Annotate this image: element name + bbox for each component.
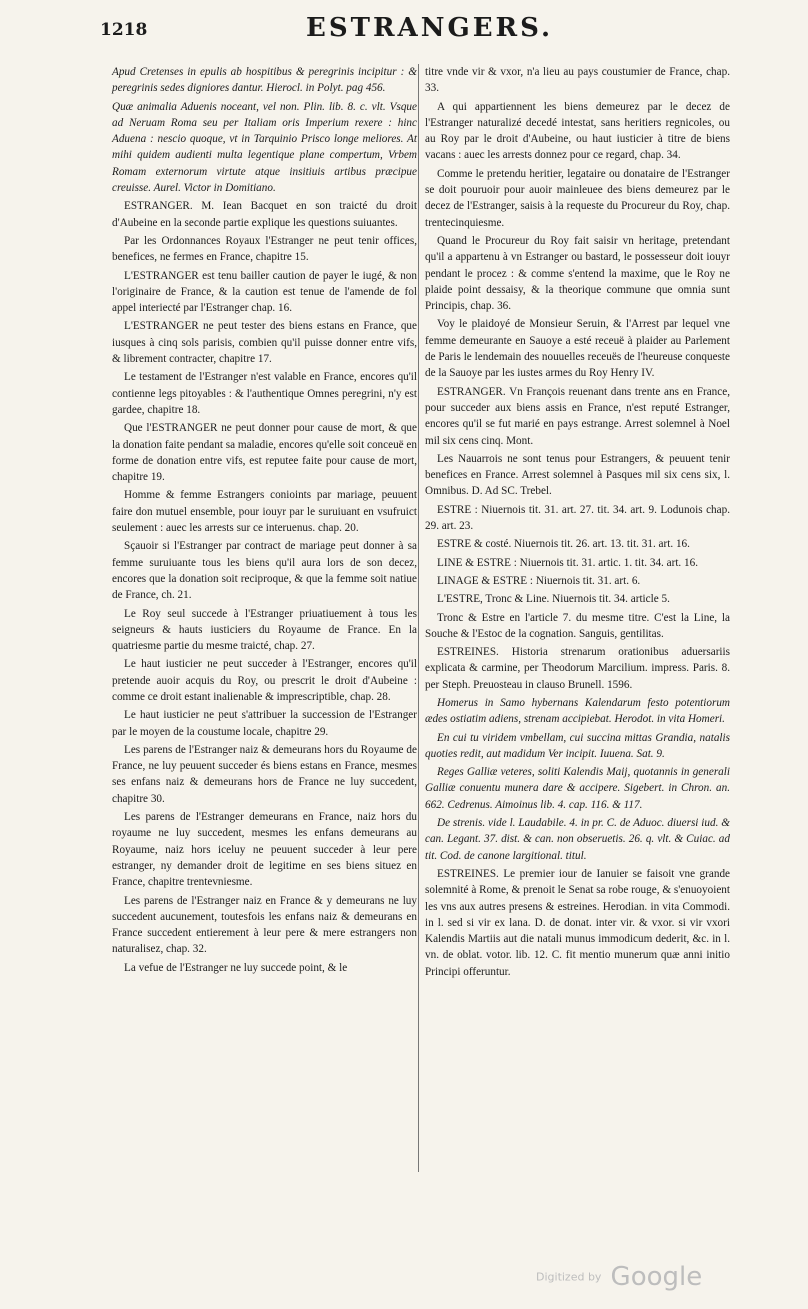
paragraph: Le testament de l'Estranger n'est valable en France, encores qu'il contienne legs pitoyables : & l'authentique Omnes peregrini, n'y est gardee, chapitre 18. xyxy=(112,371,417,416)
paragraph: ESTRE : Niuernois tit. 31. art. 27. tit. 34. art. 9. Lodunois chap. 29. art. 23. xyxy=(425,503,730,533)
paragraph: Le haut iusticier ne peut s'attribuer la succession de l'Estranger par le moyen de la coustume locale, chapitre 29. xyxy=(112,709,417,738)
paragraph: Les Nauarrois ne sont tenus pour Estrangers, & peuuent tenir benefices en France. Arrest solemnel à Pasques mil six cens six, l. Omnibus. D. Ad SC. Trebel. xyxy=(425,452,730,498)
page-header xyxy=(92,8,722,48)
running-head: ESTRANGERS. xyxy=(306,13,554,43)
left-column xyxy=(112,64,417,978)
paragraph: Sçauoir si l'Estranger par contract de mariage peut donner à sa femme suruiuante tous les biens qu'il aura lors de son decez, encores que la donation soit reciproque, & que la femme soit natiue de France, ch. 21. xyxy=(112,540,417,602)
paragraph: ESTREINES. Le premier iour de Ianuier se faisoit vne grande solemnité à Rome, & prenoit le Senat sa robe rouge, & s'enuoyoient les vns aux autres presens & estreines. Herodian. in vita Commodi. in l. sed si vir ex lana. D. de donat. inter vir. & vxor. si vir vxori Kalendis Martiis aut die natali munus immodicum dederit, &c. in l. vn. de oblat. votor. lib. 12. C. fit mentio munerum quæ anni initio Principi offeruntur. xyxy=(425,867,730,978)
paragraph: LINE & ESTRE : Niuernois tit. 31. artic. 1. tit. 34. art. 16. xyxy=(437,556,699,569)
paragraph: Homerus in Samo hybernans Kalendarum festo potentiorum ædes ostiatim adiens, strenam accipiebat. Herodot. in vita Homeri. xyxy=(425,696,730,726)
paragraph: L'ESTRE, Tronc & Line. Niuernois tit. 34. article 5. xyxy=(437,593,670,606)
paragraph: Homme & femme Estrangers conioints par mariage, peuuent faire don mutuel ensemble, pour iouyr par le suruiuant en vsufruict seulement : auec les arrests sur ce interuenus. chap. 20. xyxy=(112,489,417,535)
paragraph: Voy le plaidoyé de Monsieur Seruin, & l'Arrest par lequel vne femme demeurante en Sauoye a esté receuë à plaider au Parlement de Paris le lendemain des nouuelles receuës de l'heureuse conqueste de la Sauoye par les iustes armes du Roy Henry IV. xyxy=(425,318,730,380)
paragraph: De strenis. vide l. Laudabile. 4. in pr. C. de Aduoc. diuersi iud. & can. Legant. 37. dist. & can. non obseruetis. 26. q. vlt. & Cuiac. ad tit. Cod. de canone largitional. titul. xyxy=(425,817,730,862)
paragraph: LINAGE & ESTRE : Niuernois tit. 31. art. 6. xyxy=(437,574,641,587)
right-column xyxy=(425,64,730,982)
paragraph: L'ESTRANGER est tenu bailler caution de payer le iugé, & non l'originaire de France, & la caution est tenue de l'amende de fol appel interiecté par l'Estranger chap. 16. xyxy=(112,269,417,315)
paragraph: Quand le Procureur du Roy fait saisir vn heritage, pretendant qu'il a appartenu à vn Estranger ou bastard, le possesseur doit iouyr pendant le procez : & comme s'entend la maxime, que le Roy ne plaide point dessaisy, & la theorique commune que omnia sunt Principis, chap. 36. xyxy=(425,234,730,313)
paragraph: Reges Galliæ veteres, soliti Kalendis Maij, quotannis in generali Galliæ conuentu munera dare & accipere. Sigebert. in Chron. an. 662. Cedrenus. Aimoinus lib. 4. cap. 116. & 117. xyxy=(425,766,730,811)
paragraph: titre vnde vir & vxor, n'a lieu au pays coustumier de France, chap. 33. xyxy=(425,66,730,95)
paragraph: ESTREINES. Historia strenarum orationibus aduersariis explicata & carmine, per Theodorum Marcilium. impress. Paris. 8. per Steph. Preuosteau in clauso Brunell. 1596. xyxy=(425,646,730,691)
column-divider xyxy=(418,64,419,1172)
digitized-watermark xyxy=(536,1262,702,1292)
paragraph: Les parens de l'Estranger naiz & demeurans hors du Royaume de France, ne luy peuuent succeder és biens estans en France, mesmes ses enfans naiz & demeurans hors de France ne luy succedent, chapitre 30. xyxy=(112,743,417,805)
paragraph: ESTRANGER. M. Iean Bacquet en son traicté du droit d'Aubeine en la seconde partie explique les questions suiuantes. xyxy=(112,200,417,229)
paragraph: A qui appartiennent les biens demeurez par le decez de l'Estranger naturalizé decedé intestat, sans heritiers regnicoles, ou au Roy par le droit d'Aubeine, ou haut iusticier à titre de biens vacans : auec les arrests donnez pour ce regard, chap. 34. xyxy=(425,100,730,162)
paragraph: L'ESTRANGER ne peut tester des biens estans en France, que iusques à cinq sols parisis, combien qu'il puisse donner entre vifs, & librement contracter, chapitre 17. xyxy=(112,320,417,366)
paragraph: Par les Ordonnances Royaux l'Estranger ne peut tenir offices, benefices, ne fermes en France, chapitre 15. xyxy=(112,234,417,264)
google-logo: Google xyxy=(610,1262,703,1292)
paragraph: Que l'ESTRANGER ne peut donner pour cause de mort, & que la donation faite pendant sa maladie, encores qu'elle soit conceuë en forme de donation entre vifs, est reputee faite pour cause de mort, chapitre 19. xyxy=(112,422,417,484)
paragraph: La vefue de l'Estranger ne luy succede point, & le xyxy=(124,961,348,974)
paragraph: Tronc & Estre en l'article 7. du mesme titre. C'est la Line, la Souche & l'Estoc de la cognation. Sanguis, gentilitas. xyxy=(425,611,730,640)
paragraph: Les parens de l'Estranger naiz en France & y demeurans ne luy succedent aucunement, toutesfois les enfans naiz & demeurans en France succedent entierement à leur pere & mere estrangers non naturalisez, chap. 32. xyxy=(112,894,417,956)
paragraph: Les parens de l'Estranger demeurans en France, naiz hors du royaume ne luy succedent, mesmes les enfans demeurans au Royaume, naiz hors iceluy ne peuuent succeder à leur pere estranger, ny demander droit de legitime en ses biens situez en France, chapitre trentevniesme. xyxy=(112,811,417,889)
paragraph: En cui tu viridem vmbellam, cui succina mittas Grandia, natalis quoties redit, aut madidum Ver incipit. Iuuena. Sat. 9. xyxy=(425,731,730,760)
paragraph: Apud Cretenses in epulis ab hospitibus & peregrinis incipitur : & peregrinis sedes digniores dantur. Hierocl. in Polyt. pag 456. xyxy=(112,66,417,95)
page-number: 1218 xyxy=(100,20,148,40)
paragraph: Quæ animalia Aduenis noceant, vel non. Plin. lib. 8. c. vlt. Vsque ad Neruam Roma seu per Italiam oris Imperium rexere : hinc Aduena : nescio quoque, vt in Tarquinio Prisco longe meliores. At mihi quidem audienti multa legentique plane compertum, Vrbem Romam externorum virtute atque insitiuis artibus præcipue creuisse. Aurel. Victor in Domitiano. xyxy=(112,100,417,195)
paragraph: Le haut iusticier ne peut succeder à l'Estranger, encores qu'il pretende auoir acquis du Roy, ou prescrit le droit d'Aubeine : comme ce droit estant inalienable & imprescriptible, chap. 28. xyxy=(112,658,417,703)
paragraph: Le Roy seul succede à l'Estranger priuatiuement à tous les seigneurs & hauts iusticiers du Royaume de France. En la quatriesme partie du mesme traicté, chap. 27. xyxy=(112,607,417,653)
paragraph: ESTRE & costé. Niuernois tit. 26. art. 13. tit. 31. art. 16. xyxy=(437,538,690,551)
paragraph: Comme le pretendu heritier, legataire ou donataire de l'Estranger se doit pouruoir pour auoir mainleuee des biens demeurez par le decez de l'Estranger, saisis à la requeste du Procureur du Roy, chap. trentecinquiesme. xyxy=(425,167,730,229)
watermark-prefix: Digitized by xyxy=(536,1270,602,1284)
paragraph: ESTRANGER. Vn François reuenant dans trente ans en France, pour succeder aux biens assis en France, n'est reputé Estranger, encores qu'il se fut marié en pays estrange. Arrest solemnel à Noel mil six cens cinq. Mont. xyxy=(425,385,730,447)
